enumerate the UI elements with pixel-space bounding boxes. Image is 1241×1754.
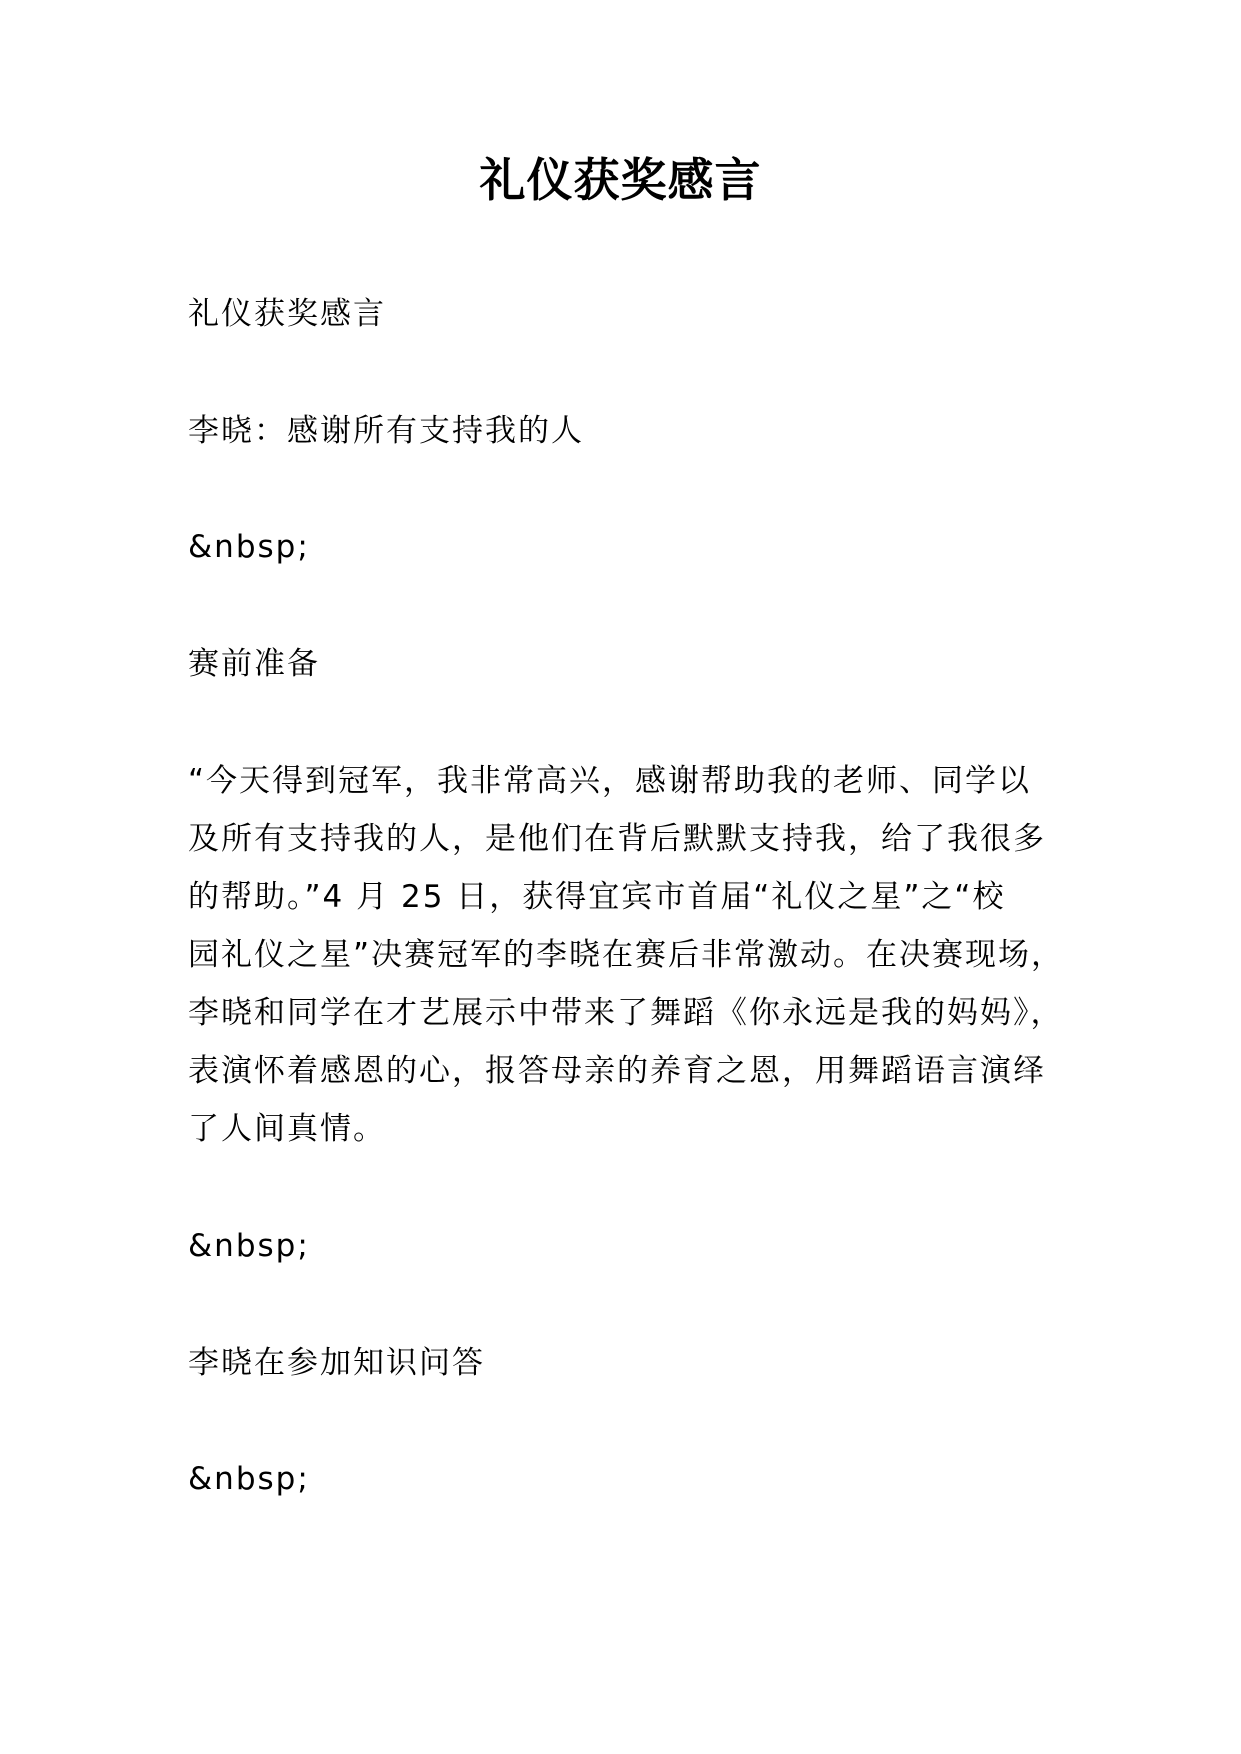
text-line: 李晓：感谢所有支持我的人 bbox=[188, 413, 584, 449]
text-line: &nbsp; bbox=[188, 1228, 310, 1264]
text-line: &nbsp; bbox=[188, 1461, 310, 1497]
text-line: 赛前准备 bbox=[188, 646, 320, 682]
paragraph-body bbox=[188, 752, 1068, 1158]
paragraph-placeholder bbox=[188, 1217, 1068, 1275]
text-line: 的帮助。”4 月 25 日，获得宜宾市首届“礼仪之星”之“校 bbox=[188, 879, 1006, 915]
paragraph-subtitle bbox=[188, 285, 1068, 343]
text-line: &nbsp; bbox=[188, 529, 310, 565]
paragraph-placeholder bbox=[188, 518, 1068, 576]
text-line: 园礼仪之星”决赛冠军的李晓在赛后非常激动。在决赛现场， bbox=[188, 937, 1065, 973]
document-title: 礼仪获奖感言 bbox=[479, 153, 762, 207]
text-line: 及所有支持我的人，是他们在背后默默支持我，给了我很多 bbox=[188, 821, 1046, 857]
text-line: 了人间真情。 bbox=[188, 1111, 386, 1147]
text-line: 李晓在参加知识问答 bbox=[188, 1345, 485, 1381]
text-line: 表演怀着感恩的心，报答母亲的养育之恩，用舞蹈语言演绎 bbox=[188, 1053, 1046, 1089]
text-line: “今天得到冠军，我非常高兴，感谢帮助我的老师、同学以 bbox=[188, 763, 1032, 799]
text-line: 李晓和同学在才艺展示中带来了舞蹈《你永远是我的妈妈》， bbox=[188, 995, 1064, 1031]
paragraph-caption bbox=[188, 1334, 1068, 1392]
text-line: 礼仪获奖感言 bbox=[188, 296, 386, 332]
paragraph-placeholder bbox=[188, 1450, 1068, 1508]
paragraph-headline bbox=[188, 402, 1068, 460]
paragraph-section-heading bbox=[188, 635, 1068, 693]
